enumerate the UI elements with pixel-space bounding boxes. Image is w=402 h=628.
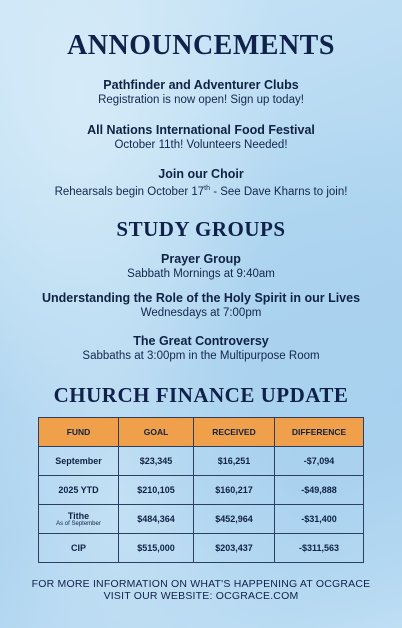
fund-name: September: [55, 456, 102, 466]
column-header-goal: GOAL: [119, 418, 194, 447]
announcements-title: ANNOUNCEMENTS: [67, 30, 335, 61]
difference-cell: -$311,563: [275, 534, 364, 563]
received-cell: $452,964: [194, 505, 275, 534]
goal-cell: $484,364: [119, 505, 194, 534]
study-group-heading: Prayer Group: [161, 252, 241, 266]
announcement-heading: Pathfinder and Adventurer Clubs: [103, 78, 299, 92]
fund-note: As of September: [56, 520, 101, 527]
study-group-item: [0, 334, 402, 363]
announcement-item: [0, 167, 402, 199]
goal-cell: $515,000: [119, 534, 194, 563]
footer-website-line: VISIT OUR WEBSITE: OCGRACE.COM: [103, 590, 299, 602]
study-group-item: [0, 291, 402, 320]
table-row: [39, 447, 364, 476]
received-cell: $203,437: [194, 534, 275, 563]
finance-table: [38, 417, 364, 563]
study-group-detail: Wednesdays at 7:00pm: [140, 307, 262, 319]
fund-cell: [39, 476, 119, 505]
fund-name: 2025 YTD: [58, 485, 99, 495]
goal-cell: $210,105: [119, 476, 194, 505]
study-group-heading: Understanding the Role of the Holy Spirit in our Lives: [41, 291, 361, 305]
received-cell: $160,217: [194, 476, 275, 505]
footer-info-line: FOR MORE INFORMATION ON WHAT'S HAPPENING AT OCGRACE: [31, 578, 371, 590]
fund-cell: [39, 534, 119, 563]
table-row: [39, 534, 364, 563]
detail-text: Rehearsals begin October 17: [54, 185, 205, 198]
announcement-detail: October 11th! Volunteers Needed!: [114, 139, 288, 151]
column-header-difference: DIFFERENCE: [275, 418, 364, 447]
difference-cell: -$31,400: [275, 505, 364, 534]
difference-cell: -$49,888: [275, 476, 364, 505]
announcement-detail: [0, 182, 402, 199]
study-group-detail: Sabbaths at 3:00pm in the Multipurpose Room: [82, 350, 320, 362]
fund-name: Tithe: [67, 510, 90, 521]
column-header-received: RECEIVED: [194, 418, 275, 447]
announcement-detail: Registration is now open! Sign up today!: [98, 94, 304, 106]
column-header-fund: FUND: [39, 418, 119, 447]
study-group-heading: The Great Controversy: [133, 334, 269, 348]
detail-superscript: th: [204, 185, 210, 192]
announcement-item: [0, 123, 402, 152]
study-group-detail: Sabbath Mornings at 9:40am: [127, 268, 275, 280]
announcement-item: [0, 78, 402, 107]
study-groups-title: STUDY GROUPS: [116, 217, 286, 241]
footer: [0, 578, 402, 602]
announcement-heading: All Nations International Food Festival: [87, 123, 315, 137]
fund-name: CIP: [70, 543, 86, 553]
table-row: [39, 476, 364, 505]
finance-header-row: [39, 418, 364, 447]
announcement-heading: Join our Choir: [158, 167, 244, 181]
table-row: [39, 505, 364, 534]
finance-title: CHURCH FINANCE UPDATE: [53, 383, 349, 407]
fund-cell: [39, 505, 119, 534]
received-cell: $16,251: [194, 447, 275, 476]
fund-cell: [39, 447, 119, 476]
difference-cell: -$7,094: [275, 447, 364, 476]
goal-cell: $23,345: [119, 447, 194, 476]
study-group-item: [0, 252, 402, 281]
detail-text: - See Dave Kharns to join!: [210, 185, 348, 198]
